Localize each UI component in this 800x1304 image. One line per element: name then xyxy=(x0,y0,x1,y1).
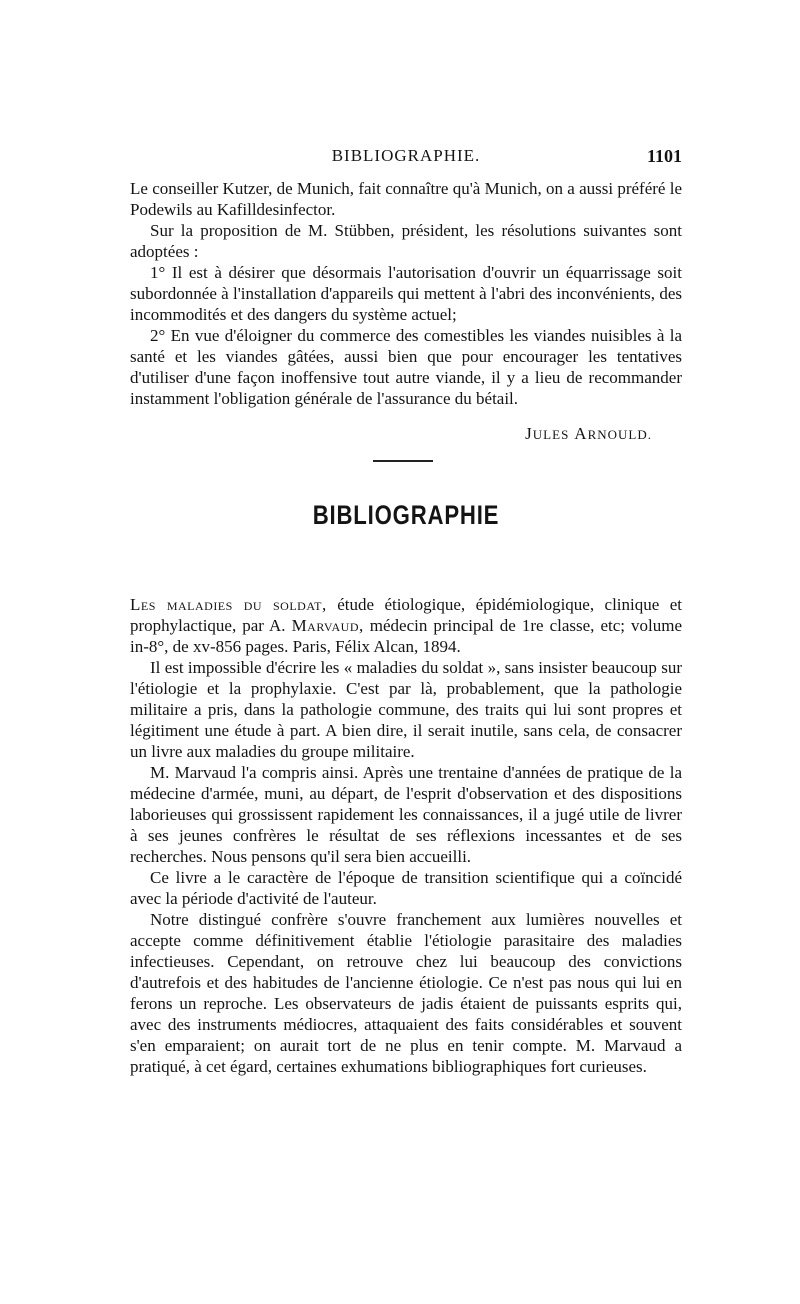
entry-details: médecin principal de 1re classe, etc; volume in-8°, de xv-856 pages. Paris, Félix Alcan, 1894. xyxy=(130,616,682,656)
running-title: BIBLIOGRAPHIE. xyxy=(331,146,481,165)
paragraph: Sur la proposition de M. Stübben, président, les résolutions suivantes sont adoptées : xyxy=(130,221,682,261)
paragraph: 1° Il est à désirer que désormais l'autorisation d'ouvrir un équarrissage soit subordonnée à l'installation d'appareils qui mettent à l'abri des inconvénients, des incommodités et des dangers du système actuel; xyxy=(130,263,682,324)
paragraph: Notre distingué confrère s'ouvre franchement aux lumières nouvelles et accepte comme définitivement établie l'étiologie parasitaire des maladies infectieuses. Cependant, on retrouve chez lui beaucoup des convictions d'autrefois et des habitudes de l'ancienne étiologie. Ce n'est pas nous qui lui en ferons un reproche. Les observateurs de jadis étaient de puissants esprits qui, avec des instruments médiocres, attaquaient des faits considérables et souvent s'en emparaient; on aurait tort de ne plus en tenir compte. M. Marvaud a pratiqué, à cet égard, certaines exhumations bibliographiques fort curieuses. xyxy=(130,910,682,1076)
section-divider xyxy=(373,460,433,462)
previous-article-text xyxy=(130,178,682,409)
paragraph: M. Marvaud l'a compris ainsi. Après une trentaine d'années de pratique de la médecine d'armée, muni, au départ, de l'esprit d'observation et des dispositions laborieuses qui grossissent rapidement les connaissances, il a jugé utile de livrer à ses jeunes confrères le résultat de ses réflexions incessantes et de ses recherches. Nous pensons qu'il sera bien accueilli. xyxy=(130,763,682,866)
page-number: 1101 xyxy=(646,146,682,166)
paragraph: Le conseiller Kutzer, de Munich, fait connaître qu'à Munich, on a aussi préféré le Podewils au Kafilldesinfector. xyxy=(130,179,682,219)
paragraph: 2° En vue d'éloigner du commerce des comestibles les viandes nuisibles à la santé et les viandes gâtées, aussi bien que pour encourager les tentatives d'utiliser d'une façon inoffensive tout autre viande, il y a lieu de recommander instamment l'obligation générale de l'assurance du bétail. xyxy=(130,326,682,408)
bibliographic-entry xyxy=(130,594,682,657)
paragraph: Il est impossible d'écrire les « maladies du soldat », sans insister beaucoup sur l'étiologie et la prophylaxie. C'est par là, probablement, que la pathologie militaire a pris, dans la pathologie commune, des traits qui lui sont propres et légitiment une étude à part. A bien dire, il serait inutile, sans cela, de consacrer un livre aux maladies du groupe militaire. xyxy=(130,658,682,761)
section-heading: BIBLIOGRAPHIE xyxy=(312,500,500,530)
review-text xyxy=(130,594,682,1077)
entry-description: étude étiologique, épidémiologique, clinique et prophylactique, par A. xyxy=(130,595,682,635)
running-header xyxy=(130,146,682,170)
paragraph: Ce livre a le caractère de l'époque de transition scientifique qui a coïncidé avec la période d'activité de l'auteur. xyxy=(130,868,682,908)
book-title: Les maladies du soldat, xyxy=(130,595,327,614)
author-signature: JULES ARNOULD. xyxy=(525,424,652,443)
book-author: Marvaud, xyxy=(291,616,364,635)
